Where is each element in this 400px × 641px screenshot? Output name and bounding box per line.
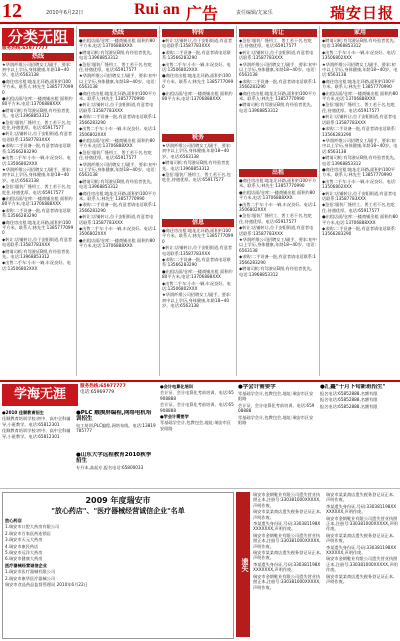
- notice-list-item: 3.瑞安市天元大药房: [5, 537, 43, 543]
- ad-item: ◆出售二手车:小车一辆,车况良好。电话:13506802XXX: [79, 226, 157, 237]
- xuehai-banner: [2, 384, 142, 406]
- yishi-label: 遗失: [236, 492, 250, 637]
- school-ad-body: 零基础学会计,包教包会,地址:瑞安市区安阳路: [160, 420, 232, 431]
- ad-item: ◆聘请司机:有驾驶证B照,有经验者优先。电话:13968853312: [322, 155, 398, 166]
- ad-item: ◆聘请司机:有驾驶证B照,有经验者优先。电话:13968853312: [322, 38, 398, 49]
- yishi-item: 李某遗失身份证,号码:330381198XXXXXXXX,声明作废。: [326, 544, 397, 556]
- page-number: 12: [2, 0, 22, 22]
- drugstore-notice: [2, 492, 234, 639]
- cat-shuiyi: 税务: [162, 134, 234, 142]
- ad-item: ◆急招:服装厂缝纫工、普工若干名,包吃住,待遇优厚。电话:65917577: [79, 61, 152, 73]
- classified-column-1: [2, 28, 74, 378]
- ad-item: ◆出售二手车:小车一辆,车况良好。电话:13506802XXX: [2, 155, 71, 166]
- ad-item: ◆转让:店铺转让,位于安阳街道,有意者电话联系:13587783XXX: [2, 131, 73, 142]
- classified-column-3: [162, 28, 234, 378]
- ad-item: ◆求购:二手设备一批,有意者请电话联系:13566283290: [239, 254, 317, 265]
- yishi-item: 李某遗失身份证,号码:330381198XXXXXXXX,声明作废。: [326, 503, 397, 515]
- yishi-item: 瑞安市某某商店遗失税务登记证正本,声明作废。: [253, 509, 322, 520]
- ad-item: ◆转让:店铺转让,位于安阳街道,有意者电话联系:13587783XXX: [239, 49, 314, 61]
- ad-item: ★华润纤维公司招聘女工/副手、要求:初中以上学历,身体健康,年龄18~40岁。电话:6563138: [2, 61, 72, 78]
- ad-item: ●商住房出租:地址北环路,面积约100平方米。联系人:林先生 13857770990: [162, 228, 234, 244]
- yishi-item: 瑞安市金朗鞋业有限公司遗失营业执照正本,注册号:330381000XXXXX,声明作废。: [326, 515, 398, 532]
- ad-item: ◆求购:二手设备一批,有意者请电话联系:13566283290: [2, 143, 71, 154]
- ad-item: ●出租店面/仓库:一楼商铺出租 面积约80平方米,电话:13706888XXX: [322, 90, 398, 102]
- ad-item: ◆转让:店铺转让,位于安阳街道,有意者电话联系:13587783XXX: [2, 236, 73, 248]
- school-ad-body: 电工培训,PLC编程,网络布线。电话:13819785777: [76, 423, 156, 434]
- yishi-item: 瑞安市金朗鞋业有限公司遗失营业执照正本,注册号:330381000XXXXX,声明作废。: [253, 532, 321, 549]
- ad-item: ◆求购:二手设备一批,有意者请电话联系:13566283290: [79, 114, 157, 125]
- ad-item: ◆急招:服装厂缝纫工、普工若干名,包吃住,待遇优厚。电话:65917577: [2, 119, 71, 131]
- ad-item: ◆聘请司机:有驾驶证B照,有经验者优先。电话:13968853312: [2, 107, 70, 119]
- section-divider: [0, 380, 400, 382]
- school-ad-body: 佳顺教育培训学校:初中、高中全科辅导,小班教学。电话:65812301: [2, 428, 71, 439]
- ad-item: ◆求购:二手设备一批,有意者请电话联系:13566283290: [162, 49, 231, 61]
- cat-jiayong: 家用: [322, 29, 398, 37]
- notice-list-head: 医疗器械经营诚信企业: [5, 562, 47, 568]
- yishi-item: 瑞安市某某商店遗失税务登记证正本,声明作废。: [326, 532, 395, 544]
- issue-date: 2010年6月22日: [46, 10, 84, 16]
- cat-zhuanrang: 转让: [239, 29, 317, 37]
- ad-item: ◆出售二手车:小车一辆,车况良好。电话:13506802XXX: [239, 201, 317, 213]
- yishi-item: 瑞安市金朗鞋业有限公司遗失营业执照正本,注册号:330381000XXXXX,声明作废。: [253, 492, 321, 508]
- school-ad-body: 会计证、会计电算化考前培训。电话:65908888: [160, 390, 234, 401]
- ad-item: ●出租店面/仓库:一楼商铺出租 面积约80平方米,电话:13706888XXX: [79, 237, 155, 249]
- school-ad-title: ●2010 佳顺教育招生: [2, 410, 44, 415]
- yishi-item: 瑞安市某某商店遗失税务登记证正本,声明作废。: [326, 573, 395, 585]
- ad-item: ◆聘请司机:有驾驶证B照,有经验者优先。电话:13968853312: [162, 160, 230, 171]
- ad-item: ◆出售二手车:小车一辆,车况良好。电话:13506802XXX: [2, 260, 71, 271]
- ad-item: ◆求购:二手设备一批,有意者请电话联系:13566283290: [79, 202, 157, 213]
- school-ad-title: ●山东大学远程教育2010秋季招生: [76, 452, 152, 464]
- school-ad-body: 会计证、会计电算化考前培训。电话:65908888: [160, 402, 234, 413]
- cat-heima-2: 热线: [79, 29, 157, 37]
- school-ad-body: 零基础学会计,包教包会,地址:瑞安市区安阳路: [238, 414, 314, 426]
- school-ad-title: ●PLC 触摸屏编程,网络电机培训招生: [76, 410, 152, 422]
- section-pinyin: Rui an: [134, 1, 180, 18]
- section-divider: [0, 488, 400, 489]
- ad-item: ◆求购:二手设备一批,有意者请电话联系:13566283290: [239, 78, 317, 90]
- school-ad-3: [76, 452, 156, 484]
- school-ad-body: 会计证、会计电算化考前培训。电话:65908888: [238, 402, 315, 414]
- xuehai-title: 学海无涯: [2, 384, 78, 406]
- ad-item: ★华润纤维公司招聘女工/副手、要求:初中以上学历,身体健康,年龄18~40岁。电话:6563138: [322, 61, 398, 78]
- notice-list-item: 2.瑞安市康华医疗器械公司: [5, 575, 56, 581]
- yishi-column-2: [326, 492, 398, 637]
- yishi-item: 瑞安市金朗鞋业有限公司遗失营业执照正本,注册号:330381000XXXXX,声明作废。: [326, 556, 398, 573]
- ad-item: ◆求购:二手设备一批,有意者请电话联系:13566283290: [162, 257, 231, 268]
- column-divider: [236, 26, 237, 376]
- ad-item: ◆求购:二手设备一批,有意者请电话联系:13566283290: [322, 126, 397, 137]
- fenlei-hotline: 服务热线:65977777: [2, 46, 48, 51]
- ad-item: ◆急招:服装厂缝纫工、普工若干名,包吃住,待遇优厚。电话:65917577: [322, 102, 395, 113]
- column-divider: [159, 26, 160, 376]
- yishi-item: 李某遗失身份证,号码:330381198XXXXXXXX,声明作废。: [253, 561, 321, 573]
- school-ad-6: [320, 384, 398, 484]
- school-ad-1: [2, 410, 72, 482]
- ad-item: ◆转让:店铺转让,位于安阳街道,有意者电话联系:13587783XXX: [162, 245, 233, 256]
- xuehai-hotline: 服务热线:65977777: [80, 384, 126, 389]
- school-ad-body: 报名电话:65852888,名额有限: [320, 397, 378, 403]
- notice-list-item: 1.瑞安市口腔大药房有限公司: [5, 524, 60, 530]
- ad-item: ●出租店面/仓库:一楼商铺出租 面积约80平方米,电话:13706888XXX: [162, 268, 233, 280]
- ad-item: ◆聘请司机:有驾驶证B照,有经验者优先。电话:13968853312: [79, 49, 155, 61]
- ad-item: ◆求购:二手设备一批,有意者请电话联系:13566283290: [2, 207, 71, 219]
- newspaper-logo: 瑞安日报: [330, 4, 395, 22]
- notice-list-item: 4.瑞安市康民药店: [5, 543, 39, 549]
- ad-item: ◆转让:店铺转让,位于安阳街道,有意者电话联系:13587783XXX: [322, 114, 397, 125]
- cat-heima: 热线: [2, 53, 74, 61]
- ad-item: ●商住房出租:地址北环路,面积约100平方米。联系人:林先生 13857770990: [239, 178, 317, 189]
- school-ad-title: ●学会计需要学: [160, 414, 189, 420]
- classified-column-4: [239, 28, 317, 378]
- school-ad-title: ●汇鑫"十月下旬新班招生": [320, 384, 386, 390]
- notice-list-head: 放心药店: [5, 518, 22, 523]
- ad-item: ●商住房出租:地址北环路,面积约100平方米。联系人:林先生 13857770990: [2, 219, 74, 236]
- ad-item: ◆出售二手车:小车一辆,车况良好。电话:13506802XXX: [322, 49, 397, 61]
- notice-date: 瑞安市食品药品监督管理局 2010年6月22日: [5, 582, 88, 588]
- ad-item: ◆转让:店铺转让,位于安阳街道,有意者电话联系:13587783XXX: [79, 214, 154, 225]
- ad-item: ●商住房出租:地址北环路,面积约100平方米。联系人:林先生 13857770990: [322, 166, 396, 178]
- ad-item: ★华润纤维公司招聘女工/副手、要求:初中以上学历,身体健康,年龄18~40岁。电话:6563138: [239, 237, 317, 253]
- yishi-item: 瑞安市某某商店遗失税务登记证正本,声明作废。: [326, 492, 395, 503]
- notice-list-item: 2.瑞安市百家医药连锁店: [5, 530, 51, 536]
- xuehai-phone: 电话:65969779: [80, 389, 115, 395]
- ad-item: ◆出售二手车:小车一辆,车况良好。电话:13506802XXX: [322, 178, 397, 190]
- ad-item: ◆急招:服装厂缝纫工、普工若干名,包吃住,待遇优厚。电话:65917577: [239, 213, 312, 224]
- yishi-column-1: [253, 492, 323, 637]
- ad-item: ◆出售二手车:小车一辆,车况良好。电话:13506802XXX: [162, 280, 231, 292]
- cat-xinxi: 信息: [162, 219, 234, 227]
- ad-item: ◆转让:店铺转让,位于安阳街道,有意者电话联系:13587783XXX: [162, 38, 233, 49]
- ad-item: ●出租店面/仓库:一楼商铺出租 面积约80平方米,电话:13706888XXX: [79, 137, 155, 149]
- column-divider: [319, 26, 320, 376]
- editor-credit: 责任编辑/尤家乐: [236, 10, 273, 16]
- notice-list-item: 5.瑞安市远洋大药房: [5, 550, 43, 556]
- ad-item: ●商住房出租:地址北环路,面积约100平方米。联系人:林先生 13857770990: [239, 90, 317, 102]
- ad-item: ◆转让:店铺转让,位于安阳街道,有意者电话联系:13587783XXX: [79, 102, 154, 113]
- ad-item: ★华润纤维公司招聘女工/副手、要求:初中以上学历,身体健康,年龄18~40岁。电话:6563138: [2, 166, 72, 183]
- ad-item: ●出租店面/仓库:一楼商铺出租 面积约80平方米,电话:13706888XXX: [79, 38, 155, 49]
- notice-title: 2009 年度瑞安市: [85, 496, 151, 505]
- column-divider: [76, 26, 77, 376]
- school-ad-2: [76, 410, 156, 450]
- ad-item: ●出租店面/仓库:一楼商铺出租 面积约80平方米,电话:13706888XXX: [239, 189, 315, 201]
- cat-techuan: 特转: [162, 29, 234, 37]
- school-ad-body: 专升本,高起专,报名电话:65800033: [76, 465, 144, 470]
- notice-list-item: 6.瑞安市健康大药房: [5, 556, 43, 562]
- school-ad-title: ●会计电算化培训: [160, 384, 193, 389]
- ad-item: ◆聘请司机:有驾驶证B照,有经验者优先。电话:13968853312: [79, 178, 155, 190]
- ad-item: ●出租店面/仓库:一楼商铺出租 面积约80平方米,电话:13706888XXX: [2, 96, 73, 107]
- ad-item: ◆转让:店铺转让,位于安阳街道,有意者电话联系:13587783XXX: [239, 225, 314, 236]
- notice-list-item: 1.瑞安市医疗器械有限公司: [5, 569, 56, 575]
- ad-item: ●商住房出租:地址北环路,面积约100平方米。联系人:林先生 13857770990: [79, 90, 157, 102]
- yishi-item: 瑞安市某某商店遗失税务登记证正本,声明作废。: [253, 550, 322, 561]
- school-ad-body: 报名电话:65852888,名额有限: [320, 391, 378, 396]
- fenlei-banner: 分类无阻: [2, 28, 74, 46]
- school-ad-body: 佳顺教育培训学校:初中、高中全科辅导,小班教学。电话:65812301: [2, 416, 71, 427]
- ad-item: ●商住房出租:地址北环路,面积约100平方米。联系人:林先生 13857770990: [79, 190, 157, 201]
- section-title: 广告: [186, 4, 219, 23]
- ad-item: ★华润纤维公司招聘女工/副手、要求:初中以上学历,身体健康,年龄18~40岁。电话:6563138: [322, 137, 398, 154]
- school-ad-5: [238, 384, 316, 484]
- yishi-item: 李某遗失身份证,号码:330381198XXXXXXXX,声明作废。: [253, 521, 321, 532]
- ad-item: ●出租店面/仓库:一楼商铺出租 面积约80平方米,电话:13706888XXX: [2, 195, 73, 207]
- ad-item: ●出租店面/仓库:一楼商铺出租 面积约80平方米,电话:13706888XXX: [162, 90, 233, 102]
- ad-item: ★华润纤维公司招聘女工/副手、要求:初中以上学历,身体健康,年龄18~40岁。电话:6563138: [79, 161, 157, 178]
- ad-item: ●商住房出租:地址北环路,面积约100平方米。联系人:林先生 13857770990: [2, 78, 74, 95]
- school-ad-title: ●学会计需要学: [238, 384, 276, 390]
- school-ad-body: 零基础学会计,包教包会,地址:瑞安市区安阳路: [238, 391, 314, 402]
- ad-item: ◆聘请司机:有驾驶证B照,有经验者优先。电话:13968853312: [2, 248, 70, 259]
- ad-item: ●商住房出租:地址北环路,面积约100平方米。联系人:林先生 13857770990: [322, 78, 396, 90]
- ad-item: ◆聘请司机:有驾驶证B照,有经验者优先。电话:13968853312: [239, 102, 315, 113]
- ad-item: ◆出售二手车:小车一辆,车况良好。电话:13506802XXX: [79, 126, 157, 137]
- ad-item: ◆出售二手车:小车一辆,车况良好。电话:13506802XXX: [162, 61, 231, 73]
- ad-item: ★华润纤维公司招聘女工/副手、要求:初中以上学历,身体健康,年龄18~40岁。电话:6563138: [239, 61, 317, 78]
- classified-column-2: [79, 28, 157, 378]
- notice-subtitle: "放心药店"、"医疗器械经营诚信企业"名单: [51, 507, 185, 515]
- ad-item: ◆急招:服装厂缝纫工、普工若干名,包吃住,待遇优厚。电话:65917577: [239, 38, 312, 49]
- ad-item: ◆急招:服装厂缝纫工、普工若干名,包吃住,待遇优厚。电话:65917577: [322, 202, 395, 213]
- ad-item: ●出租店面/仓库:一楼商铺出租 面积约80平方米,电话:13706888XXX: [322, 214, 398, 225]
- ad-item: ◆求购:二手设备一批,有意者请电话联系:13566283290: [322, 226, 397, 237]
- ad-item: ★华润纤维公司招聘女工/副手、要求:初中以上学历,身体健康,年龄18~40岁。电话:6563138: [79, 73, 157, 90]
- ad-item: ◆急招:服装厂缝纫工、普工若干名,包吃住,待遇优厚。电话:65917577: [2, 184, 71, 195]
- ad-item: ●商住房出租:地址北环路,面积约100平方米。联系人:林先生 13857770990: [162, 73, 234, 90]
- cat-chuzu: 出租: [239, 169, 317, 177]
- yishi-item: 瑞安市金朗鞋业有限公司遗失营业执照正本,注册号:330381000XXXXX,声明作废。: [253, 573, 321, 590]
- ad-item: ★华润纤维公司招聘女工/副手、要求:初中以上学历,身体健康,年龄18~40岁。电话:6563138: [162, 143, 232, 159]
- ad-item: ◆急招:服装厂缝纫工、普工若干名,包吃住,待遇优厚。电话:65917577: [162, 172, 231, 183]
- ad-item: ◆转让:店铺转让,位于安阳街道,有意者电话联系:13587783XXX: [322, 190, 397, 201]
- ad-item: ◆急招:服装厂缝纫工、普工若干名,包吃住,待遇优厚。电话:65917577: [79, 149, 152, 161]
- classified-column-5: [322, 28, 398, 378]
- school-ad-4: [160, 384, 234, 484]
- ad-item: ◆聘请司机:有驾驶证B照,有经验者优先。电话:13968853312: [239, 266, 315, 277]
- ad-item: ★华润纤维公司招聘女工/副手、要求:初中以上学历,身体健康,年龄18~40岁。电话:6563138: [162, 292, 232, 309]
- school-ad-body: 报名电话:65852888,名额有限: [320, 403, 378, 409]
